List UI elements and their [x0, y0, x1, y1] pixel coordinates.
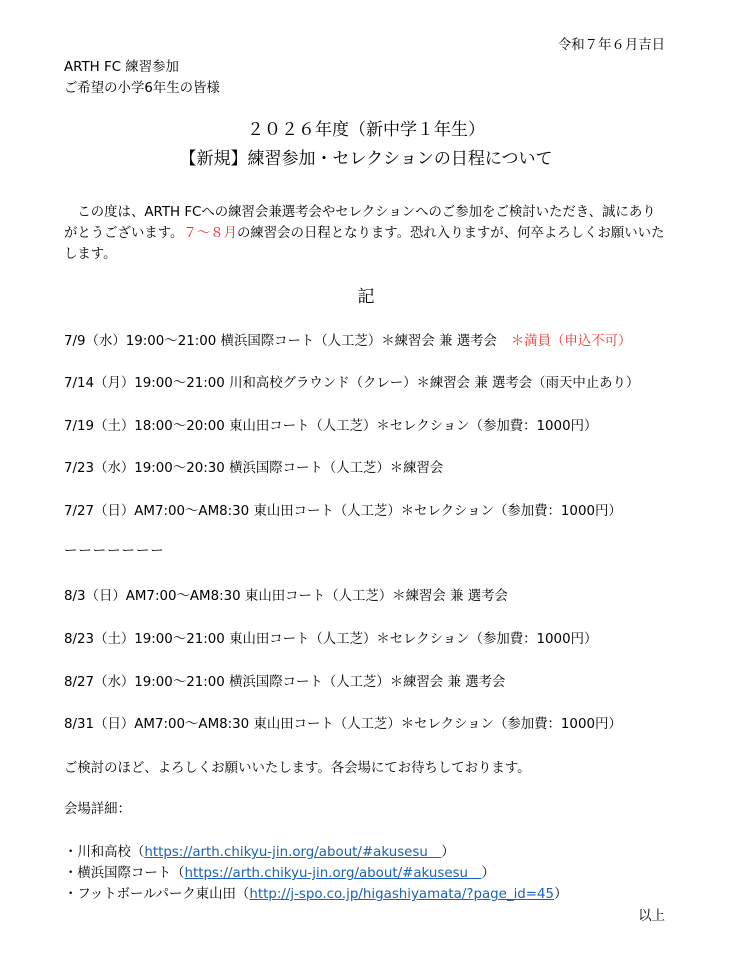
schedule-item: 7/23（水）19:00〜20:30 横浜国際コート（人工芝）＊練習会: [64, 461, 444, 476]
schedule-item: 8/27（水）19:00〜21:00 横浜国際コート（人工芝）＊練習会 兼 選考会: [64, 675, 506, 690]
recipient-line-2: ご希望の小学6年生の皆様: [64, 81, 220, 96]
document-title-line-1: ２０２６年度（新中学１年生）: [247, 120, 485, 140]
intro-text-part1: この度は、ARTH FCへの練習会兼選考会やセレクションへのご参加をご検討いただき、誠にありがとうございます。: [64, 205, 656, 241]
schedule-item: 7/19（土）18:00〜20:00 東山田コート（人工芝）＊セレクション（参加費：1000円）: [64, 419, 598, 434]
recipient-line-1: ARTH FC 練習参加: [64, 60, 179, 75]
venue-name: ・川和高校（: [64, 845, 145, 860]
venue-item: [64, 845, 455, 861]
schedule-item: 8/3（日）AM7:00〜AM8:30 東山田コート（人工芝）＊練習会 兼 選考会: [64, 589, 508, 604]
venue-name: ・フットボールパーク東山田（: [64, 887, 250, 902]
section-separator: ーーーーーーー: [64, 544, 165, 559]
venue-suffix: ）: [441, 845, 455, 860]
schedule-item: 8/23（土）19:00〜21:00 東山田コート（人工芝）＊セレクション（参加費：1000円）: [64, 632, 598, 647]
venue-details-heading: 会場詳細：: [64, 802, 131, 817]
intro-text-part2: の練習会の日程となります。恐れ入りますが、何卒よろしくお願いいたします。: [64, 226, 665, 262]
schedule-item: 7/27（日）AM7:00〜AM8:30 東山田コート（人工芝）＊セレクション（参加費：1000円）: [64, 504, 622, 519]
schedule-item: 7/14（月）19:00〜21:00 川和高校グラウンド（クレー）＊練習会 兼 選考会（雨天中止あり）: [64, 376, 640, 391]
intro-highlight-months: ７〜８月: [183, 226, 238, 241]
venue-suffix: ）: [554, 887, 568, 902]
venue-link[interactable]: http://j-spo.co.jp/higashiyamata/?page_id=45: [249, 887, 555, 902]
intro-paragraph: [64, 202, 668, 265]
schedule-item: 8/31（日）AM7:00〜AM8:30 東山田コート（人工芝）＊セレクション（参加費：1000円）: [64, 717, 622, 732]
venue-item: [64, 887, 567, 903]
venue-name: ・横浜国際コート（: [64, 866, 185, 881]
closing-sentence: ご検討のほど、よろしくお願いいたします。各会場にてお待ちしております。: [64, 761, 531, 776]
venue-link[interactable]: https://arth.chikyu-jin.org/about/#akusesu＿: [184, 866, 482, 881]
schedule-item: [64, 334, 631, 350]
schedule-item-text: 7/9（水）19:00〜21:00 横浜国際コート（人工芝）＊練習会 兼 選考会: [64, 334, 497, 349]
schedule-item-status-note: ＊満員（申込不可）: [510, 334, 632, 349]
ki-heading: 記: [357, 287, 375, 307]
document-title-line-2: 【新規】練習参加・セレクションの日程について: [179, 149, 553, 169]
venue-link[interactable]: https://arth.chikyu-jin.org/about/#akusesu＿: [144, 845, 442, 860]
document-date: 令和７年６月吉日: [557, 38, 665, 53]
venue-suffix: ）: [481, 866, 495, 881]
venue-item: [64, 866, 495, 882]
end-mark: 以上: [638, 909, 665, 924]
